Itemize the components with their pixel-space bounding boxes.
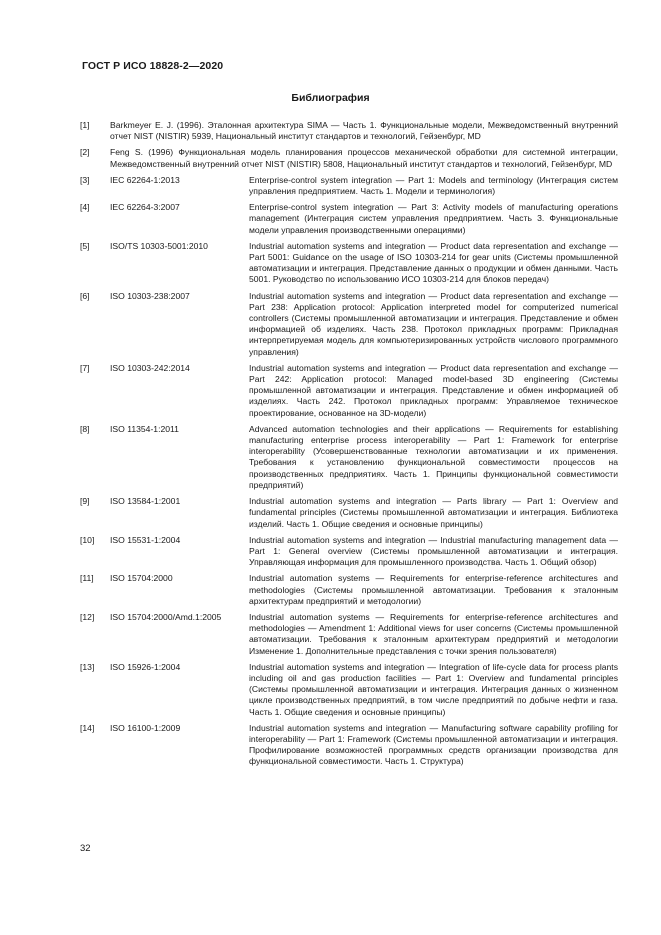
entry-text: Industrial automation systems and integration — Product data representation and exchange — Part 5001: Guidance on the usage of ISO 10303-214 for gear units (Системы промышленной автоматизации и интеграция. Представление данных о продукции и обмен данными. Часть 5001. Руководство по использованию ИСО 10303-214 для блоков передач) (249, 240, 618, 285)
entry-number: [14] (80, 722, 95, 733)
entry-number: [7] (80, 362, 90, 373)
bibliography-entry (80, 202, 618, 236)
entry-number: [10] (80, 534, 95, 545)
entry-number: [8] (80, 423, 90, 434)
entry-standard-code: ISO 13584-1:2001 (110, 496, 181, 507)
entry-standard-code: ISO/TS 10303-5001:2010 (110, 240, 208, 251)
entry-number: [5] (80, 240, 90, 251)
entry-number: [2] (80, 147, 90, 158)
bibliography-entry (80, 291, 618, 358)
entry-standard-code: ISO 15704:2000/Amd.1:2005 (110, 611, 222, 622)
bibliography-entry (80, 723, 618, 768)
entry-number: [6] (80, 290, 90, 301)
entry-text: Industrial automation systems and integration — Product data representation and exchange — Part 242: Application protocol: Managed model-based 3D engineering (Системы промышленной автоматизации и интеграция. Представление и обмен информацией об изделиях. Часть 242. Протокол прикладных программ: Управляемое техническое проектирование, основанное на 3D-модели) (249, 362, 618, 418)
section-title: Библиография (291, 92, 370, 104)
bibliography-entry (80, 612, 618, 657)
entry-text: Industrial automation systems — Requirements for enterprise-reference architectures and methodologies — Amendment 1: Additional views for user concerns (Системы промышленной автоматизации. Требования к эталонным архитектурам предприятий и методологии Изменение 1. Дополнительные представления с точки зрения пользователя) (249, 611, 618, 656)
entry-text: Industrial automation systems — Requirements for enterprise-reference architectures and methodologies (Системы промышленной автоматизации. Требования к эталонным архитектурам предприятий и методологии) (249, 573, 618, 606)
entry-number: [3] (80, 174, 90, 185)
bibliography-entry (80, 573, 618, 607)
standard-header: ГОСТ Р ИСО 18828-2—2020 (82, 60, 224, 72)
bibliography-entry (80, 241, 618, 286)
entry-number: [4] (80, 202, 90, 213)
entry-text: Industrial automation systems and integration — Manufacturing software capability profiling for interoperability — Part 1: Framework (Системы промышленной автоматизации и интеграция. Профилирование возможностей программных средств организации производства для функциональной совместимости. Часть 1. Структура) (249, 722, 618, 767)
page-number: 32 (80, 843, 91, 854)
entry-number: [1] (80, 120, 90, 130)
entry-text: Industrial automation systems and integration — Parts library — Part 1: Overview and fundamental principles (Системы промышленной автоматизации и интеграция. Библиотека изделий. Часть 1. Общие сведения и основные принципы) (249, 496, 618, 529)
entry-standard-code: ISO 16100-1:2009 (110, 722, 181, 733)
bibliography-entry (80, 120, 618, 142)
entry-standard-code: ISO 10303-238:2007 (110, 290, 190, 301)
entry-number: [13] (80, 661, 95, 672)
bibliography-entry (80, 496, 618, 530)
entry-standard-code: IEC 62264-1:2013 (110, 174, 180, 185)
entry-number: [11] (80, 573, 94, 584)
entry-number: [9] (80, 496, 90, 507)
entry-standard-code: ISO 15926-1:2004 (110, 661, 181, 672)
entry-text: Industrial automation systems and integration — Product data representation and exchange — Part 238: Application protocol: Application interpreted model for computerized numerical controllers (Системы промышленной автоматизации и интеграция. Представление и обмен информацией об изделиях. Часть 238. Протокол прикладных программ: Прикладная интерпретируемая модель для компьютеризированных устройств числового программного управления) (249, 290, 618, 357)
bibliography-entry (80, 363, 618, 419)
bibliography-entry (80, 662, 618, 718)
bibliography-entry (80, 147, 618, 169)
entry-text: Industrial automation systems and integration — Integration of life-cycle data for process plants including oil and gas production facilities — Part 1: Overview and fundamental principles (Системы промышленной автоматизации и интеграция. Интеграция данных о жизненном цикле производственных предприятий, в том числе предприятий по добыче нефти и газа. Часть 1. Общие сведения и основные принципы) (249, 661, 618, 717)
entry-text: Advanced automation technologies and their applications — Requirements for establishing manufacturing enterprise process interoperability — Part 1: Framework for enterprise interoperability (Усовершенствованные технологии автоматизации и их применения. Требования к установлению функциональной совместимости процессов на производственных предприятиях. Часть 1. Принципы функциональной совместимости предприятий) (249, 423, 618, 490)
entry-standard-code: ISO 15704:2000 (110, 573, 173, 584)
entry-standard-code: ISO 10303-242:2014 (110, 362, 190, 373)
entry-standard-code: ISO 11354-1:2011 (110, 423, 179, 434)
entry-text: Enterprise-control system integration — Part 1: Models and terminology (Интеграция систем управления предприятием. Часть 1. Модели и терминология) (249, 174, 618, 197)
entry-standard-code: ISO 15531-1:2004 (110, 534, 181, 545)
entry-text: Feng S. (1996) Функциональная модель планирования процессов механической обработки для системной интеграции, Межведомственный внутренний отчет NIST (NISTIR) 5808, Национальный институт стандартов и технологий, Гейзенбург, MD (110, 147, 618, 169)
entry-standard-code: IEC 62264-3:2007 (110, 202, 180, 213)
entry-text: Industrial automation systems and integration — Industrial manufacturing management data — Part 1: General overview (Системы промышленной автоматизации и интеграция. Управляющая информация для промышленного производства. Часть 1. Общий обзор) (249, 534, 618, 568)
bibliography-entry (80, 424, 618, 491)
entry-text: Barkmeyer E. J. (1996). Эталонная архитектура SIMA — Часть 1. Функциональные модели, Межведомственный внутренний отчет NIST (NISTIR) 5939, Национальный институт стандартов и технологий, Гейзенбург, MD (110, 120, 618, 142)
entry-text: Enterprise-control system integration — Part 3: Activity models of manufacturing operations management (Интеграция систем управления предприятием. Часть 3. Функциональные модели управления производственными операциями) (249, 202, 618, 235)
bibliography-list (80, 120, 618, 773)
bibliography-entry (80, 535, 618, 569)
entry-number: [12] (80, 611, 95, 622)
bibliography-entry (80, 175, 618, 197)
